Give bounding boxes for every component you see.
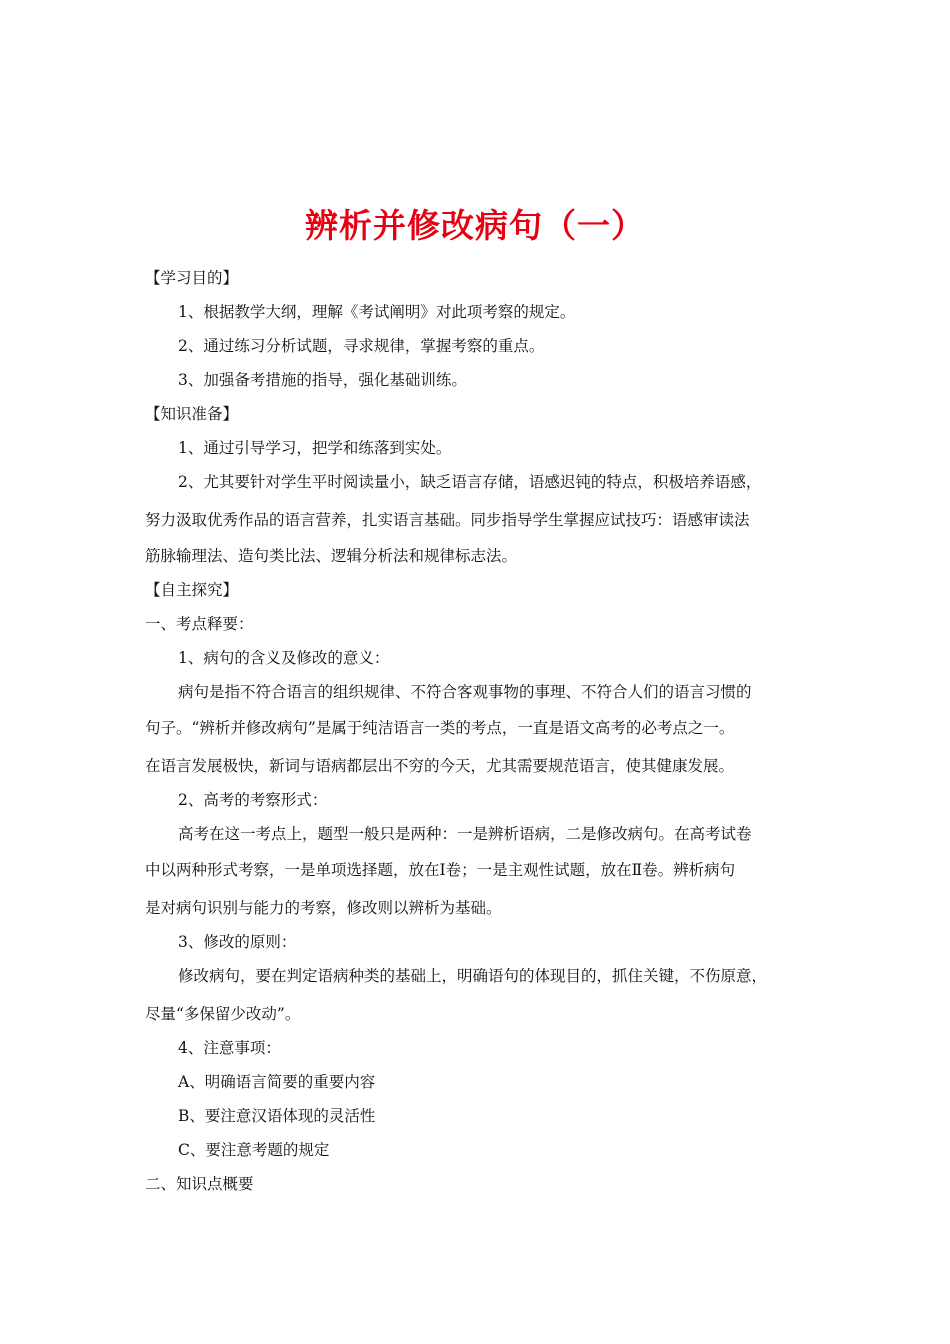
- paragraph-line: 1、根据教学大纲，理解《考试阐明》对此项考察的规定。: [178, 303, 576, 321]
- list-item: A、明确语言简要的重要内容: [178, 1073, 376, 1091]
- list-item: C、要注意考题的规定: [178, 1141, 330, 1159]
- paragraph-line: 中以两种形式考察，一是单项选择题，放在Ⅰ卷；一是主观性试题，放在Ⅱ卷。辨析病句: [145, 861, 736, 879]
- paragraph-line: 2、高考的考察形式：: [178, 791, 328, 809]
- section-subheading: 二、知识点概要: [145, 1175, 254, 1193]
- paragraph-line: 修改病句，要在判定语病种类的基础上，明确语句的体现目的，抓住关键，不伤原意，: [178, 967, 768, 985]
- paragraph-line: 4、注意事项：: [178, 1039, 281, 1057]
- section-heading-knowledge-prep: 【知识准备】: [145, 405, 239, 423]
- paragraph-line: 尽量“多保留少改动”。: [145, 1005, 301, 1023]
- paragraph-line: 筋脉输理法、造句类比法、逻辑分析法和规律标志法。: [145, 547, 518, 565]
- paragraph-line: 高考在这一考点上，题型一般只是两种：一是辨析语病，二是修改病句。在高考试卷: [178, 825, 752, 843]
- paragraph-line: 1、病句的含义及修改的意义：: [178, 649, 390, 667]
- paragraph-line: 病句是指不符合语言的组织规律、不符合客观事物的事理、不符合人们的语言习惯的: [178, 683, 752, 701]
- paragraph-line: 句子。“辨析并修改病句”是属于纯洁语言一类的考点，一直是语文高考的必考点之一。: [145, 719, 735, 737]
- paragraph-line: 3、修改的原则：: [178, 933, 297, 951]
- paragraph-line: 1、通过引导学习，把学和练落到实处。: [178, 439, 452, 457]
- paragraph-line: 2、尤其要针对学生平时阅读量小，缺乏语言存储，语感迟钝的特点，积极培养语感，: [178, 473, 762, 491]
- section-heading-learning-goals: 【学习目的】: [145, 269, 239, 287]
- paragraph-line: 3、加强备考措施的指导，强化基础训练。: [178, 371, 467, 389]
- paragraph-line: 是对病句识别与能力的考察，修改则以辨析为基础。: [145, 899, 502, 917]
- list-item: B、要注意汉语体现的灵活性: [178, 1107, 376, 1125]
- paragraph-line: 在语言发展极快，新词与语病都层出不穷的今天，尤其需要规范语言，使其健康发展。: [145, 757, 735, 775]
- paragraph-line: 2、通过练习分析试题，寻求规律，掌握考察的重点。: [178, 337, 545, 355]
- document-title: 辨析并修改病句（一）: [305, 206, 645, 245]
- section-heading-self-study: 【自主探究】: [145, 581, 239, 599]
- section-subheading: 一、考点释要：: [145, 615, 254, 633]
- paragraph-line: 努力汲取优秀作品的语言营养，扎实语言基础。同步指导学生掌握应试技巧：语感审读法: [145, 511, 750, 529]
